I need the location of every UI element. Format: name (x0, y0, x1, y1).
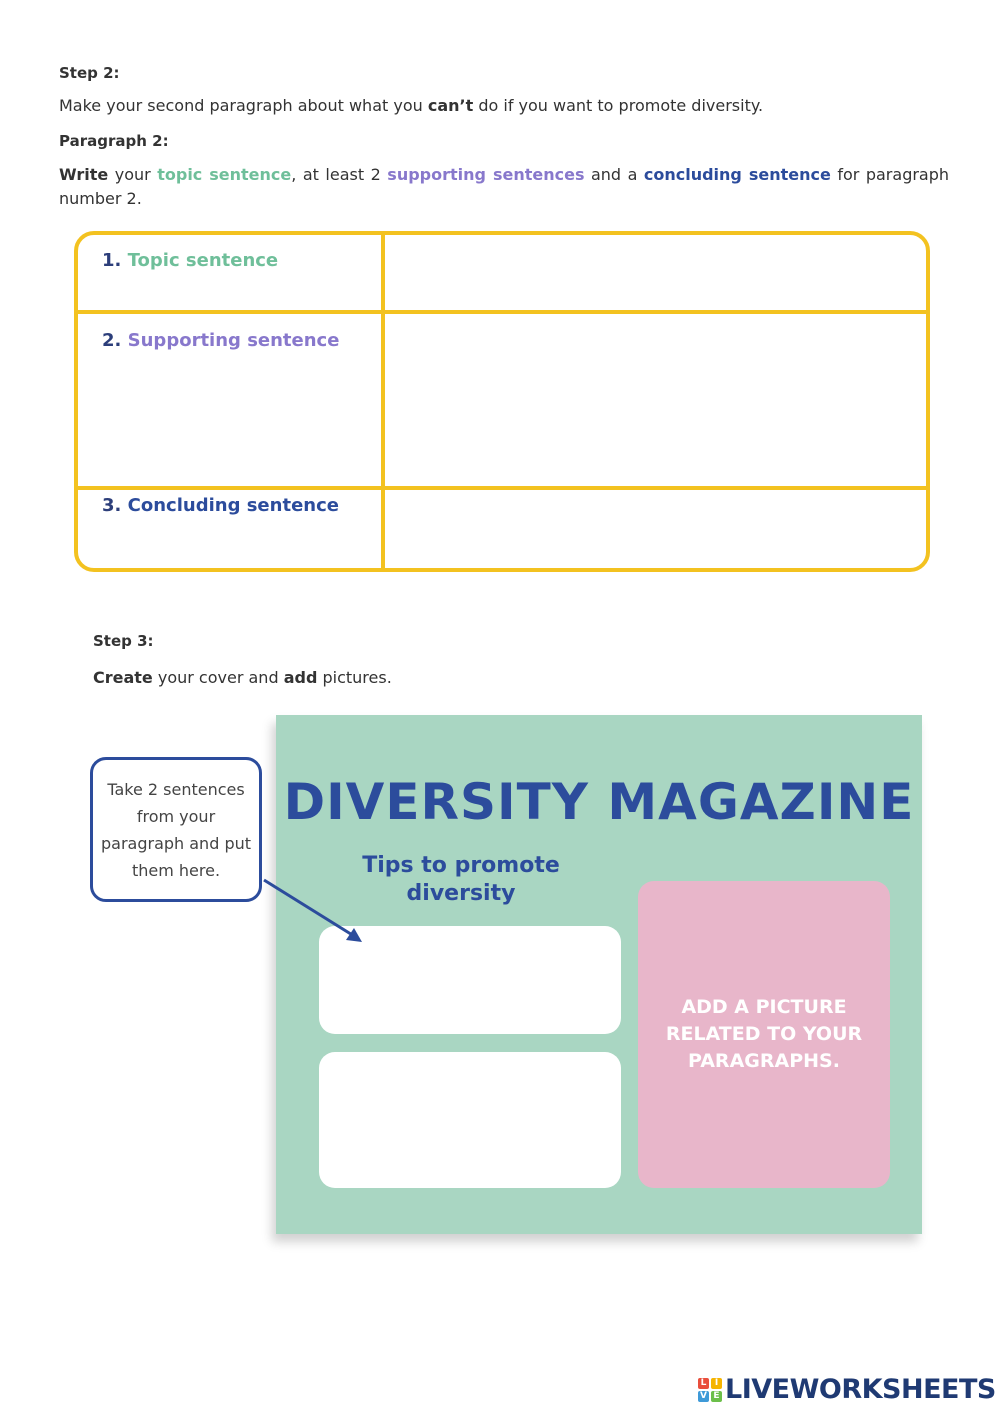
liveworksheets-logo (698, 1374, 996, 1405)
logo-letter: E (711, 1391, 722, 1402)
logo-letter: I (711, 1378, 722, 1389)
tips-heading: Tips to promote diversity (362, 853, 560, 906)
topic-keyword: topic sentence (157, 165, 292, 184)
row-label: Topic sentence (127, 250, 279, 271)
write-instruction (59, 163, 949, 211)
supporting-keyword: supporting sentences (387, 165, 585, 184)
instruction-text-end: do if you want to promote diversity. (473, 96, 764, 115)
write-text-3: and a (584, 165, 644, 184)
add-bold: add (283, 668, 318, 687)
concluding-sentence-label (102, 495, 339, 516)
picture-placeholder[interactable] (638, 881, 890, 1188)
create-bold: Create (93, 668, 153, 687)
concluding-keyword: concluding sentence (643, 165, 831, 184)
picture-instruction: ADD A PICTURE RELATED TO YOUR PARAGRAPHS. (665, 996, 863, 1072)
concluding-sentence-answer[interactable] (385, 490, 926, 568)
logo-letter: V (698, 1391, 709, 1402)
step2-label: Step 2: (59, 64, 120, 82)
instruction-text: Make your second paragraph about what you (59, 96, 428, 115)
topic-sentence-label (102, 250, 278, 271)
paragraph-label: Paragraph 2: (59, 132, 169, 150)
supporting-sentence-label (102, 330, 339, 351)
callout-box (90, 757, 262, 902)
step3-text-1: your cover and (152, 668, 284, 687)
step3-text-2: pictures. (317, 668, 392, 687)
magazine-title: DIVERSITY MAGAZINE (283, 773, 915, 831)
row-number: 3. (102, 495, 122, 516)
logo-text: LIVEWORKSHEETS (725, 1374, 996, 1405)
tip-box-2[interactable] (319, 1052, 621, 1188)
supporting-sentence-answer[interactable] (385, 314, 926, 486)
topic-sentence-answer[interactable] (385, 235, 926, 310)
row-number: 1. (102, 250, 122, 271)
logo-letter: L (698, 1378, 709, 1389)
callout-text: Take 2 sentences from your paragraph and put them here. (100, 779, 252, 880)
step3-label: Step 3: (93, 632, 154, 650)
magazine-cover (276, 715, 922, 1234)
callout-arrow-icon (250, 870, 380, 960)
row-label: Supporting sentence (127, 330, 340, 351)
paragraph-table (74, 231, 930, 572)
step2-instruction (59, 94, 939, 118)
row-number: 2. (102, 330, 122, 351)
write-text-1: your (108, 165, 158, 184)
row-label: Concluding sentence (127, 495, 339, 516)
instruction-bold: can’t (427, 96, 474, 115)
write-text-2: , at least 2 (291, 165, 388, 184)
write-text-4: for paragraph number 2. (59, 165, 950, 208)
logo-mark-icon (698, 1378, 722, 1402)
write-bold: Write (59, 165, 109, 184)
step3-instruction (93, 666, 392, 690)
